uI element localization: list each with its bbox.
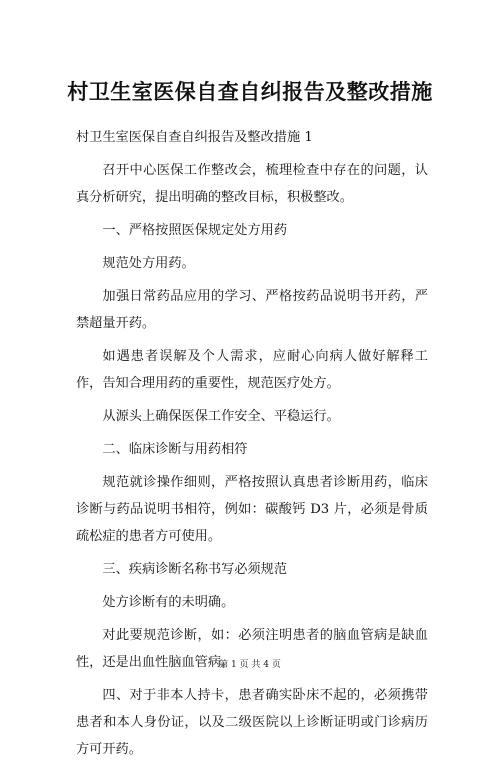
- paragraph: 规范处方用药。: [102, 256, 195, 271]
- page-footer: 第 1 页 共 4 页: [219, 660, 281, 670]
- document-title: 村卫生室医保自查自纠报告及整改措施: [67, 79, 433, 104]
- paragraph: 从源头上确保医保工作安全、平稳运行。: [102, 409, 340, 424]
- section-heading-3: 三、疾病诊断名称书写必须规范: [102, 562, 288, 577]
- section-heading-2: 二、临床诊断与用药相符: [102, 442, 248, 457]
- document-body: [76, 124, 428, 769]
- paragraph: 召开中心医保工作整改会，梳理检查中存在的问题，认真分析研究，提出明确的整改目标，积极整改。: [76, 163, 428, 205]
- paragraph: 处方诊断有的未明确。: [102, 595, 235, 610]
- subtitle-line: 村卫生室医保自查自纠报告及整改措施 1: [76, 130, 313, 145]
- section-heading-4: 四、对于非本人持卡，患者确实卧床不起的，必须携带患者和本人身份证，以及二级医院以上诊断证明或门诊病历方可开药。: [76, 688, 428, 757]
- paragraph: 对此要规范诊断，如：必须注明患者的脑血管病是缺血性，还是出血性脑血管病。: [76, 628, 428, 670]
- paragraph: 如遇患者误解及个人需求，应耐心向病人做好解释工作，告知合理用药的重要性，规范医疗处方。: [76, 349, 428, 391]
- paragraph: 加强日常药品应用的学习、严格按药品说明书开药，严禁超量开药。: [76, 289, 428, 331]
- paragraph: 规范就诊操作细则，严格按照认真患者诊断用药，临床诊断与药品说明书相符，例如：碳酸钙 D3 片，必须是骨质疏松症的患者方可使用。: [76, 475, 428, 544]
- section-heading-1: 一、严格按照医保规定处方用药: [102, 223, 288, 238]
